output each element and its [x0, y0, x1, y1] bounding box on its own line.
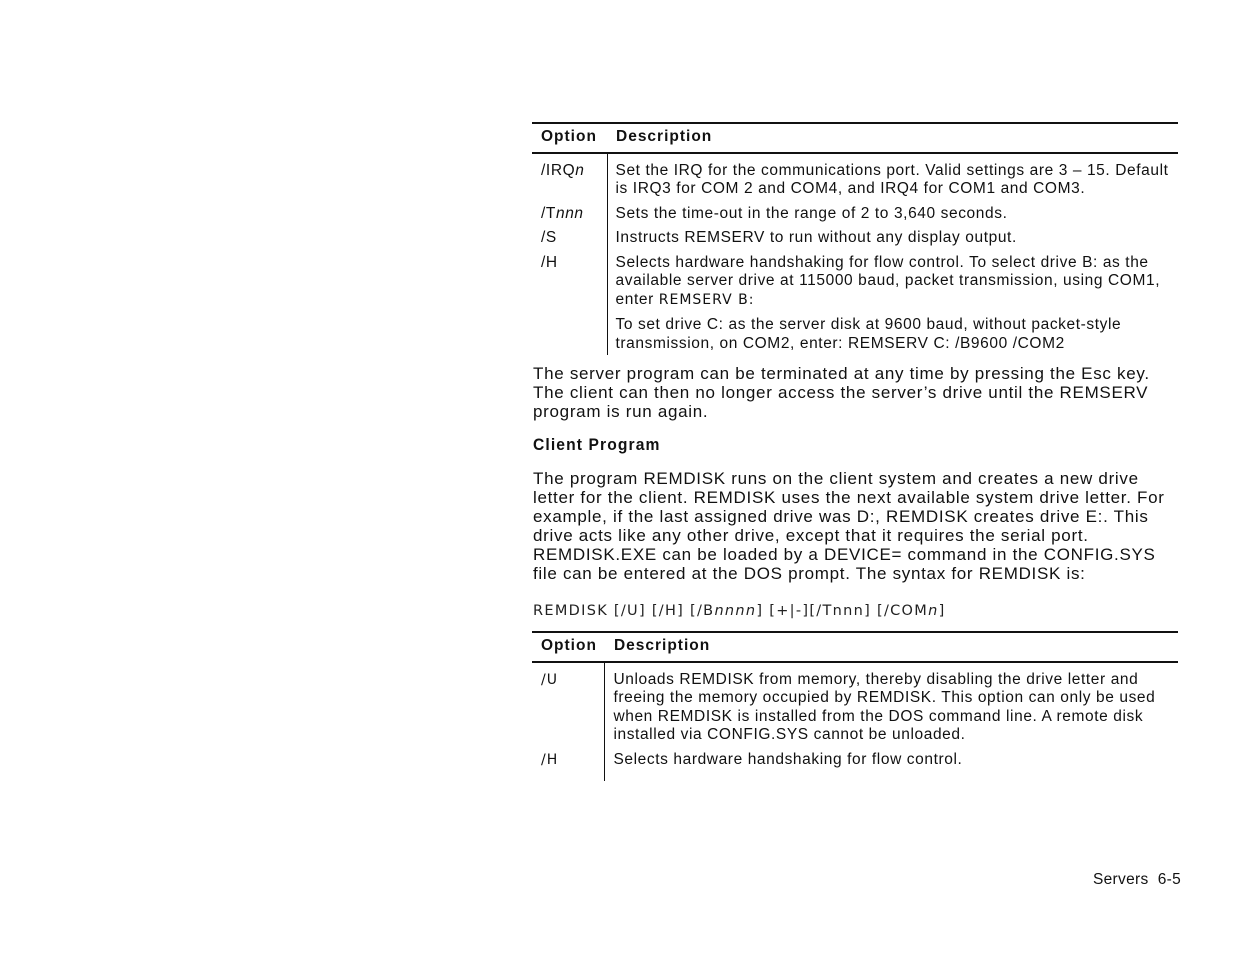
description-cell: Sets the time-out in the range of 2 to 3,640 seconds.	[615, 204, 1008, 222]
page-footer: Servers 6-5	[1093, 871, 1182, 888]
description-cell: Set the IRQ for the communications port. Valid settings are 3 – 15. Default is IRQ3 for COM 2 and COM4, and IRQ4 for COM1 and COM3.	[615, 161, 1169, 197]
table-row	[532, 248, 1178, 356]
column-header-description: Description	[607, 123, 1178, 153]
description-cell: Selects hardware handshaking for flow control.	[613, 750, 963, 768]
remdisk-syntax-line: REMDISK [/U] [/H] [/Bnnnn] [+|-][/Tnnn] [/COMn]	[533, 603, 946, 619]
section-heading: Client Program	[533, 435, 661, 454]
column-header-option: Option	[532, 123, 607, 153]
description-cell: Instructs REMSERV to run without any display output.	[615, 229, 1017, 246]
option-cell: /S	[532, 223, 607, 248]
table-header-row	[532, 123, 1178, 153]
remdisk-options-table	[532, 631, 1178, 781]
option-cell: /H	[532, 248, 607, 356]
table-header-row	[532, 632, 1178, 662]
server-termination-paragraph: The server program can be terminated at any time by pressing the Esc key. The client can then no longer access the server’s drive until the REMSERV program is run again.	[533, 364, 1150, 421]
option-cell: /Tnnn	[532, 199, 607, 224]
table-row	[532, 199, 1178, 224]
option-cell: /IRQn	[532, 153, 607, 199]
column-header-description: Description	[605, 632, 1178, 662]
remserv-options-table	[532, 122, 1178, 355]
client-program-paragraph: The program REMDISK runs on the client system and creates a new drive letter for the client. REMDISK uses the next available system drive letter. For example, if the last assigned drive was D:, REMDISK creates drive E:. This drive acts like any other drive, except that it requires the serial port. REMDISK.EXE can be loaded by a DEVICE= command in the CONFIG.SYS file can be entered at the DOS prompt. The syntax for REMDISK is:	[533, 469, 1165, 583]
table-row	[532, 662, 1178, 745]
option-cell: /H	[532, 745, 605, 782]
table-row	[532, 153, 1178, 199]
description-cell: Selects hardware handshaking for flow control. To select drive B: as the available server drive at 115000 baud, packet transmission, using COM1, enter REMSERV B: To set drive C: as the server disk at 9600 baud, without packet-style transmission, on COM2, enter: REMSERV C: /B9600 /COM2	[615, 253, 1161, 352]
table-row	[532, 745, 1178, 782]
column-header-option: Option	[532, 632, 605, 662]
option-cell: /U	[532, 662, 605, 745]
description-cell: Unloads REMDISK from memory, thereby disabling the drive letter and freeing the memory occupied by REMDISK. This option can only be used when REMDISK is installed from the DOS command line. A remote disk installed via CONFIG.SYS cannot be unloaded.	[613, 670, 1156, 743]
page-content	[532, 122, 1178, 781]
table-row	[532, 223, 1178, 248]
